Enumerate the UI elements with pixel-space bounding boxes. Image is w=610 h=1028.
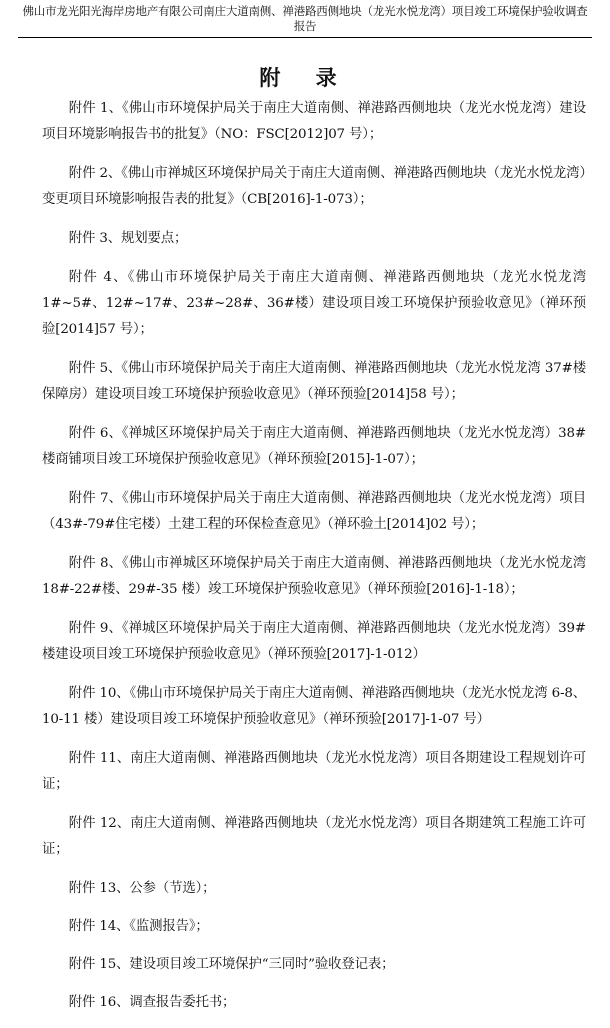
appendix-item-7: 附件 7、《佛山市环境保护局关于南庄大道南侧、禅港路西侧地块（龙光水悦龙湾）项目（43#-79#住宅楼）土建工程的环保检查意见》（禅环验土[2014]02 号）；	[42, 491, 586, 532]
appendix-item-14: 附件 14、《监测报告》；	[68, 919, 209, 934]
appendix-item-16: 附件 16、调查报告委托书；	[68, 995, 236, 1010]
appendix-item-12: 附件 12、南庄大道南侧、禅港路西侧地块（龙光水悦龙湾）项目各期建筑工程施工许可证；	[42, 816, 586, 857]
page-title: 附 录	[259, 65, 351, 90]
appendix-item-6: 附件 6、《禅城区环境保护局关于南庄大道南侧、禅港路西侧地块（龙光水悦龙湾）38#楼商铺项目竣工环境保护预验收意见》（禅环预验[2015]-1-07）；	[42, 426, 586, 467]
appendix-item-4: 附件 4、《佛山市环境保护局关于南庄大道南侧、禅港路西侧地块（龙光水悦龙湾 1#~5#、12#~17#、23#~28#、36#楼）建设项目竣工环境保护预验收意见》（禅环预验[2014]57 号）；	[42, 270, 586, 337]
appendix-item-3: 附件 3、规划要点；	[68, 231, 188, 246]
header-line-2: 报告	[293, 19, 317, 33]
appendix-item-11: 附件 11、南庄大道南侧、禅港路西侧地块（龙光水悦龙湾）项目各期建设工程规划许可证；	[42, 751, 586, 792]
appendix-list	[42, 96, 586, 1028]
appendix-item-15: 附件 15、建设项目竣工环境保护“三同时”验收登记表；	[68, 957, 395, 972]
appendix-item-10: 附件 10、《佛山市环境保护局关于南庄大道南侧、禅港路西侧地块（龙光水悦龙湾 6-8、10-11 楼）建设项目竣工环境保护预验收意见》（禅环预验[2017]-1-07 号）	[42, 686, 586, 727]
appendix-item-2: 附件 2、《佛山市禅城区环境保护局关于南庄大道南侧、禅港路西侧地块（龙光水悦龙湾）变更项目环境影响报告表的批复》（CB[2016]-1-073）；	[42, 166, 586, 207]
appendix-item-1: 附件 1、《佛山市环境保护局关于南庄大道南侧、禅港路西侧地块（龙光水悦龙湾）建设项目环境影响报告书的批复》（NO：FSC[2012]07 号）；	[42, 101, 586, 142]
header-line-1: 佛山市龙光阳光海岸房地产有限公司南庄大道南侧、禅港路西侧地块（龙光水悦龙湾）项目竣工环境保护验收调查	[22, 4, 588, 18]
appendix-item-13: 附件 13、公参（节选）；	[68, 881, 216, 896]
appendix-item-9: 附件 9、《禅城区环境保护局关于南庄大道南侧、禅港路西侧地块（龙光水悦龙湾）39#楼建设项目竣工环境保护预验收意见》（禅环预验[2017]-1-012）	[42, 621, 586, 662]
appendix-item-5: 附件 5、《佛山市环境保护局关于南庄大道南侧、禅港路西侧地块（龙光水悦龙湾 37#楼保障房）建设项目竣工环境保护预验收意见》（禅环预验[2014]58 号）；	[42, 361, 586, 402]
appendix-item-8: 附件 8、《佛山市禅城区环境保护局关于南庄大道南侧、禅港路西侧地块（龙光水悦龙湾 18#-22#楼、29#-35 楼）竣工环境保护预验收意见》（禅环预验[2016]-1-18）；	[42, 556, 586, 597]
page-header	[18, 4, 592, 38]
